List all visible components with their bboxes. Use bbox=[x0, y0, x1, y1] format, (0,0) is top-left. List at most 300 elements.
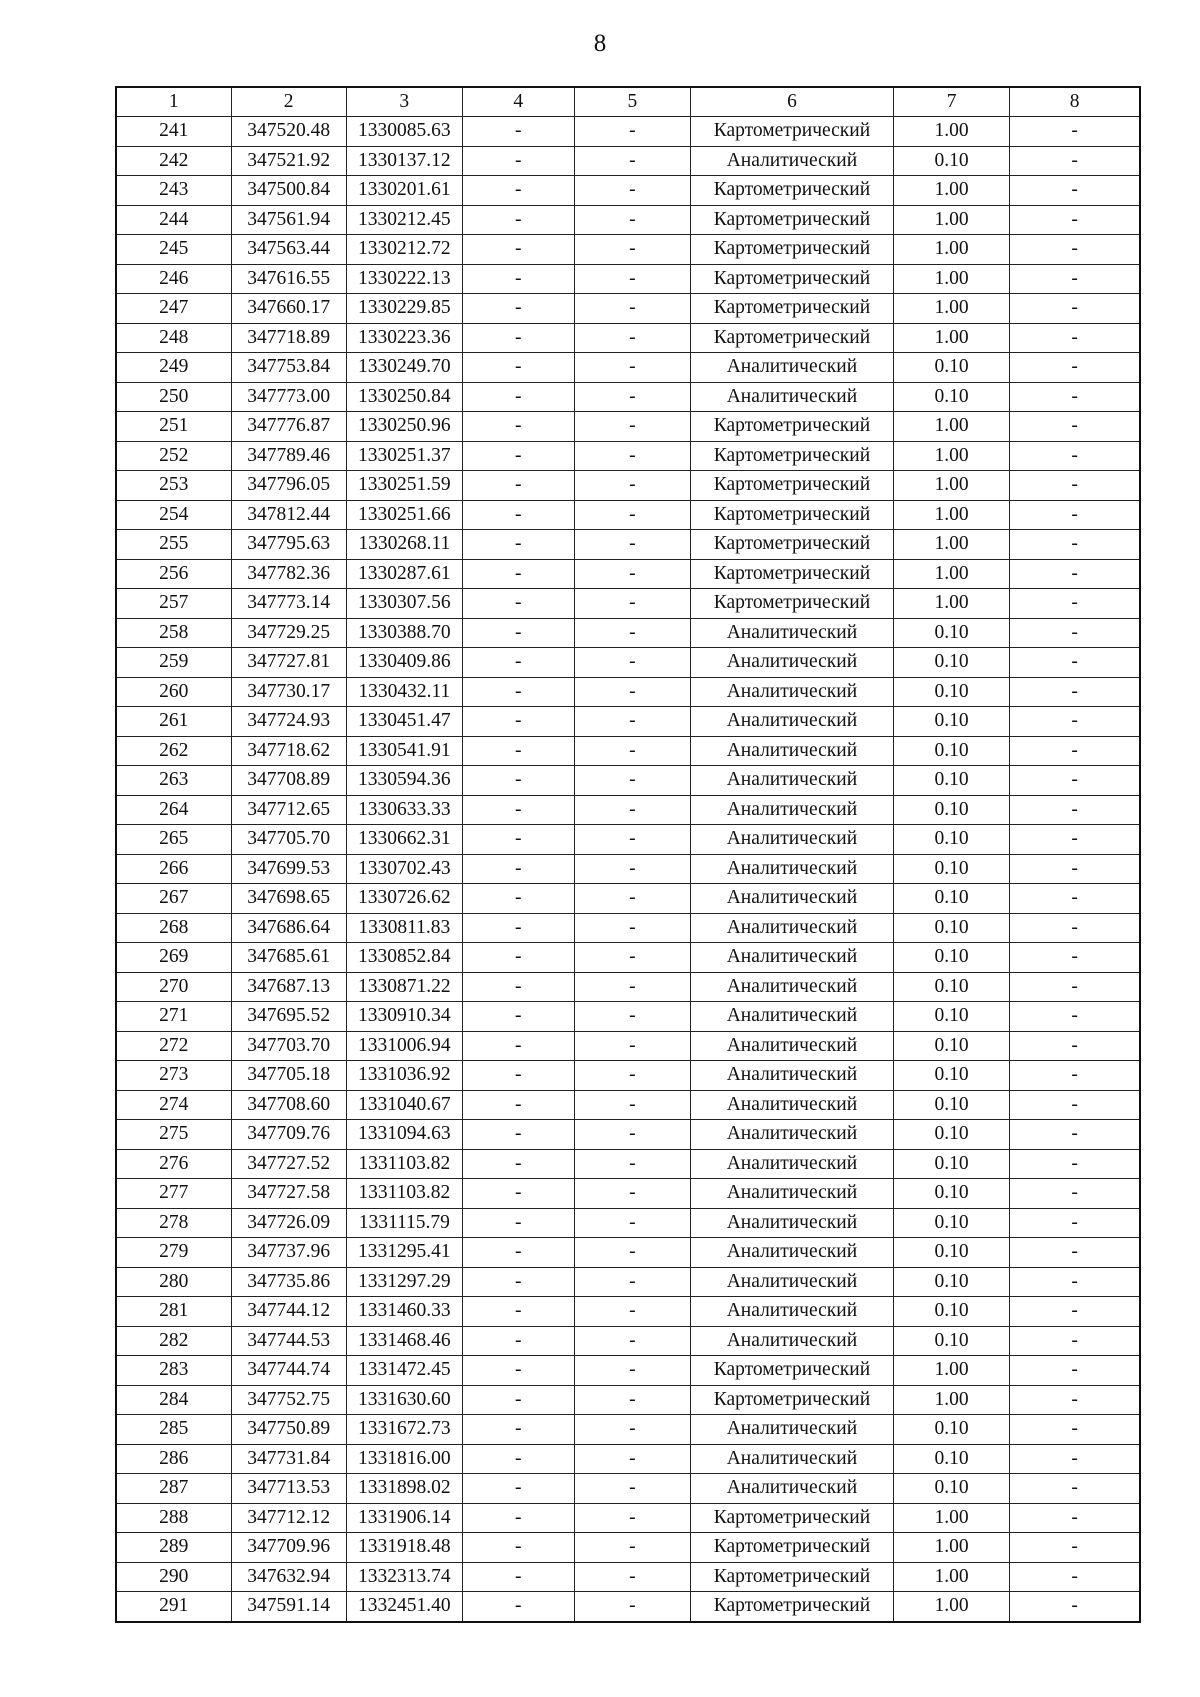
table-cell: 347727.58 bbox=[231, 1179, 346, 1209]
table-cell: - bbox=[574, 1533, 690, 1563]
table-cell: 1330268.11 bbox=[346, 530, 462, 560]
table-cell: Аналитический bbox=[690, 146, 893, 176]
table-row bbox=[116, 1002, 1140, 1032]
table-cell: 347705.18 bbox=[231, 1061, 346, 1091]
table-cell: 1330251.59 bbox=[346, 471, 462, 501]
table-row bbox=[116, 707, 1140, 737]
table-cell: 347699.53 bbox=[231, 854, 346, 884]
table-cell: 0.10 bbox=[893, 648, 1009, 678]
table-cell: - bbox=[462, 264, 574, 294]
table-cell: 347632.94 bbox=[231, 1562, 346, 1592]
table-cell: - bbox=[462, 1297, 574, 1327]
table-cell: 347737.96 bbox=[231, 1238, 346, 1268]
table-cell: Аналитический bbox=[690, 1061, 893, 1091]
table-cell: - bbox=[462, 795, 574, 825]
table-cell: - bbox=[574, 1149, 690, 1179]
table-row bbox=[116, 323, 1140, 353]
table-cell: 1332451.40 bbox=[346, 1592, 462, 1622]
table-cell: 1.00 bbox=[893, 530, 1009, 560]
table-cell: 1330249.70 bbox=[346, 353, 462, 383]
table-cell: Аналитический bbox=[690, 766, 893, 796]
table-cell: - bbox=[574, 1120, 690, 1150]
table-cell: 267 bbox=[116, 884, 231, 914]
table-cell: 347561.94 bbox=[231, 205, 346, 235]
column-header: 1 bbox=[116, 87, 231, 117]
table-cell: 1330432.11 bbox=[346, 677, 462, 707]
table-cell: - bbox=[574, 323, 690, 353]
table-cell: 259 bbox=[116, 648, 231, 678]
table-cell: 0.10 bbox=[893, 884, 1009, 914]
table-cell: - bbox=[1010, 500, 1140, 530]
table-cell: Аналитический bbox=[690, 854, 893, 884]
column-header: 7 bbox=[893, 87, 1009, 117]
table-cell: - bbox=[1010, 1179, 1140, 1209]
table-cell: 1.00 bbox=[893, 559, 1009, 589]
table-cell: - bbox=[574, 412, 690, 442]
table-cell: 1.00 bbox=[893, 1533, 1009, 1563]
table-cell: 1.00 bbox=[893, 500, 1009, 530]
table-cell: 288 bbox=[116, 1503, 231, 1533]
table-row bbox=[116, 294, 1140, 324]
table-row bbox=[116, 1503, 1140, 1533]
table-cell: Картометрический bbox=[690, 117, 893, 147]
table-cell: - bbox=[1010, 441, 1140, 471]
table-cell: - bbox=[462, 1090, 574, 1120]
table-cell: 282 bbox=[116, 1326, 231, 1356]
table-cell: 1330662.31 bbox=[346, 825, 462, 855]
table-cell: 262 bbox=[116, 736, 231, 766]
table-cell: 0.10 bbox=[893, 795, 1009, 825]
coordinates-table bbox=[115, 86, 1141, 1623]
table-cell: - bbox=[574, 1444, 690, 1474]
table-cell: 264 bbox=[116, 795, 231, 825]
table-cell: - bbox=[574, 1326, 690, 1356]
table-cell: 1330250.84 bbox=[346, 382, 462, 412]
table-cell: 347776.87 bbox=[231, 412, 346, 442]
table-cell: Картометрический bbox=[690, 441, 893, 471]
table-cell: 347709.76 bbox=[231, 1120, 346, 1150]
table-cell: - bbox=[462, 1002, 574, 1032]
table-cell: - bbox=[574, 1592, 690, 1622]
table-cell: - bbox=[1010, 677, 1140, 707]
table-cell: - bbox=[1010, 146, 1140, 176]
table-cell: 347718.62 bbox=[231, 736, 346, 766]
table-cell: 347729.25 bbox=[231, 618, 346, 648]
table-cell: 283 bbox=[116, 1356, 231, 1386]
table-cell: - bbox=[574, 1385, 690, 1415]
table-row bbox=[116, 1356, 1140, 1386]
table-cell: 261 bbox=[116, 707, 231, 737]
table-cell: - bbox=[462, 1592, 574, 1622]
table-cell: 347687.13 bbox=[231, 972, 346, 1002]
table-cell: 257 bbox=[116, 589, 231, 619]
table-cell: - bbox=[462, 1356, 574, 1386]
table-cell: 0.10 bbox=[893, 1444, 1009, 1474]
table-cell: 1.00 bbox=[893, 235, 1009, 265]
table-cell: - bbox=[1010, 323, 1140, 353]
table-cell: 347724.93 bbox=[231, 707, 346, 737]
table-cell: 1331036.92 bbox=[346, 1061, 462, 1091]
table-cell: - bbox=[1010, 1503, 1140, 1533]
table-row bbox=[116, 441, 1140, 471]
table-cell: 1.00 bbox=[893, 1592, 1009, 1622]
table-cell: - bbox=[462, 1474, 574, 1504]
table-cell: 276 bbox=[116, 1149, 231, 1179]
table-row bbox=[116, 235, 1140, 265]
table-row bbox=[116, 854, 1140, 884]
table-cell: 347686.64 bbox=[231, 913, 346, 943]
table-cell: - bbox=[1010, 294, 1140, 324]
table-cell: 265 bbox=[116, 825, 231, 855]
table-cell: 347744.74 bbox=[231, 1356, 346, 1386]
table-cell: - bbox=[574, 146, 690, 176]
table-cell: 242 bbox=[116, 146, 231, 176]
table-cell: 250 bbox=[116, 382, 231, 412]
table-row bbox=[116, 736, 1140, 766]
table-row bbox=[116, 382, 1140, 412]
table-cell: 1331295.41 bbox=[346, 1238, 462, 1268]
table-cell: 1.00 bbox=[893, 294, 1009, 324]
table-cell: - bbox=[462, 530, 574, 560]
table-cell: 0.10 bbox=[893, 353, 1009, 383]
table-cell: 0.10 bbox=[893, 618, 1009, 648]
table-cell: 243 bbox=[116, 176, 231, 206]
table-cell: - bbox=[574, 559, 690, 589]
table-cell: 1331115.79 bbox=[346, 1208, 462, 1238]
table-cell: Картометрический bbox=[690, 530, 893, 560]
table-cell: 347753.84 bbox=[231, 353, 346, 383]
table-cell: - bbox=[574, 736, 690, 766]
table-cell: - bbox=[574, 1297, 690, 1327]
table-cell: - bbox=[462, 176, 574, 206]
table-cell: 1332313.74 bbox=[346, 1562, 462, 1592]
table-cell: - bbox=[574, 353, 690, 383]
table-cell: 0.10 bbox=[893, 1474, 1009, 1504]
table-row bbox=[116, 795, 1140, 825]
table-cell: Аналитический bbox=[690, 1031, 893, 1061]
table-cell: 347744.12 bbox=[231, 1297, 346, 1327]
table-cell: - bbox=[574, 766, 690, 796]
table-cell: Аналитический bbox=[690, 1297, 893, 1327]
table-cell: - bbox=[462, 648, 574, 678]
table-cell: Аналитический bbox=[690, 1326, 893, 1356]
table-cell: Аналитический bbox=[690, 648, 893, 678]
table-cell: 258 bbox=[116, 618, 231, 648]
table-cell: - bbox=[462, 353, 574, 383]
table-cell: - bbox=[574, 441, 690, 471]
table-cell: 347752.75 bbox=[231, 1385, 346, 1415]
table-header-row bbox=[116, 87, 1140, 117]
table-cell: 291 bbox=[116, 1592, 231, 1622]
table-cell: - bbox=[574, 1562, 690, 1592]
table-cell: 277 bbox=[116, 1179, 231, 1209]
table-cell: 1331816.00 bbox=[346, 1444, 462, 1474]
table-cell: - bbox=[574, 1031, 690, 1061]
table-row bbox=[116, 1444, 1140, 1474]
page-number: 8 bbox=[593, 30, 607, 57]
table-cell: - bbox=[462, 412, 574, 442]
table-cell: 1330287.61 bbox=[346, 559, 462, 589]
table-cell: 1330702.43 bbox=[346, 854, 462, 884]
table-cell: 1331297.29 bbox=[346, 1267, 462, 1297]
table-cell: Картометрический bbox=[690, 1385, 893, 1415]
table-cell: Аналитический bbox=[690, 1444, 893, 1474]
table-row bbox=[116, 205, 1140, 235]
table-cell: - bbox=[462, 1031, 574, 1061]
table-cell: - bbox=[1010, 412, 1140, 442]
table-cell: 347744.53 bbox=[231, 1326, 346, 1356]
table-cell: 1331906.14 bbox=[346, 1503, 462, 1533]
table-cell: - bbox=[1010, 1297, 1140, 1327]
table-cell: 0.10 bbox=[893, 1061, 1009, 1091]
table-cell: 347521.92 bbox=[231, 146, 346, 176]
table-cell: 1330307.56 bbox=[346, 589, 462, 619]
table-row bbox=[116, 1120, 1140, 1150]
table-cell: 0.10 bbox=[893, 146, 1009, 176]
table-cell: - bbox=[462, 736, 574, 766]
table-cell: - bbox=[462, 471, 574, 501]
table-row bbox=[116, 884, 1140, 914]
table-cell: 0.10 bbox=[893, 1267, 1009, 1297]
table-cell: 347773.00 bbox=[231, 382, 346, 412]
table-cell: - bbox=[1010, 1002, 1140, 1032]
table-cell: - bbox=[462, 1238, 574, 1268]
table-cell: 1330633.33 bbox=[346, 795, 462, 825]
table-row bbox=[116, 353, 1140, 383]
table-cell: - bbox=[1010, 1326, 1140, 1356]
table-cell: 1.00 bbox=[893, 323, 1009, 353]
table-cell: Аналитический bbox=[690, 1208, 893, 1238]
table-row bbox=[116, 1061, 1140, 1091]
table-cell: Картометрический bbox=[690, 1356, 893, 1386]
table-cell: 1331468.46 bbox=[346, 1326, 462, 1356]
column-header: 2 bbox=[231, 87, 346, 117]
table-cell: - bbox=[574, 825, 690, 855]
table-cell: 0.10 bbox=[893, 972, 1009, 1002]
table-cell: - bbox=[462, 618, 574, 648]
table-row bbox=[116, 766, 1140, 796]
table-cell: 1330222.13 bbox=[346, 264, 462, 294]
table-cell: Картометрический bbox=[690, 1503, 893, 1533]
table-cell: - bbox=[574, 707, 690, 737]
table-row bbox=[116, 618, 1140, 648]
table-cell: 272 bbox=[116, 1031, 231, 1061]
table-cell: Картометрический bbox=[690, 559, 893, 589]
table-cell: - bbox=[574, 117, 690, 147]
table-cell: - bbox=[462, 441, 574, 471]
table-row bbox=[116, 677, 1140, 707]
table-cell: 1.00 bbox=[893, 117, 1009, 147]
table-cell: 246 bbox=[116, 264, 231, 294]
table-cell: Картометрический bbox=[690, 235, 893, 265]
table-cell: 347712.65 bbox=[231, 795, 346, 825]
table-cell: Аналитический bbox=[690, 677, 893, 707]
table-cell: - bbox=[1010, 1533, 1140, 1563]
table-row bbox=[116, 1267, 1140, 1297]
table-cell: Картометрический bbox=[690, 323, 893, 353]
table-cell: 245 bbox=[116, 235, 231, 265]
table-cell: - bbox=[462, 1120, 574, 1150]
table-cell: - bbox=[574, 677, 690, 707]
table-cell: 1.00 bbox=[893, 205, 1009, 235]
table-cell: 1330212.45 bbox=[346, 205, 462, 235]
table-cell: 284 bbox=[116, 1385, 231, 1415]
table-cell: - bbox=[1010, 530, 1140, 560]
table-cell: - bbox=[574, 1474, 690, 1504]
table-cell: - bbox=[574, 1238, 690, 1268]
table-cell: - bbox=[462, 205, 574, 235]
table-cell: 1.00 bbox=[893, 1503, 1009, 1533]
table-cell: - bbox=[574, 648, 690, 678]
table-cell: 347713.53 bbox=[231, 1474, 346, 1504]
table-cell: 347730.17 bbox=[231, 677, 346, 707]
table-cell: 347712.12 bbox=[231, 1503, 346, 1533]
table-cell: - bbox=[574, 1208, 690, 1238]
table-cell: 1330201.61 bbox=[346, 176, 462, 206]
table-row bbox=[116, 264, 1140, 294]
table-cell: 0.10 bbox=[893, 1149, 1009, 1179]
table-cell: 279 bbox=[116, 1238, 231, 1268]
table-cell: 1.00 bbox=[893, 1562, 1009, 1592]
table-cell: 0.10 bbox=[893, 854, 1009, 884]
table-cell: - bbox=[462, 382, 574, 412]
table-row bbox=[116, 913, 1140, 943]
table-cell: 1330229.85 bbox=[346, 294, 462, 324]
table-row bbox=[116, 471, 1140, 501]
table-cell: 270 bbox=[116, 972, 231, 1002]
table-cell: 0.10 bbox=[893, 1238, 1009, 1268]
table-row bbox=[116, 648, 1140, 678]
table-cell: - bbox=[462, 117, 574, 147]
table-cell: 249 bbox=[116, 353, 231, 383]
table-row bbox=[116, 500, 1140, 530]
table-cell: - bbox=[574, 972, 690, 1002]
table-cell: 1330223.36 bbox=[346, 323, 462, 353]
table-cell: - bbox=[1010, 1238, 1140, 1268]
table-cell: - bbox=[574, 205, 690, 235]
table-cell: - bbox=[1010, 382, 1140, 412]
table-cell: - bbox=[574, 618, 690, 648]
table-cell: 347616.55 bbox=[231, 264, 346, 294]
table-cell: - bbox=[462, 1385, 574, 1415]
table-cell: - bbox=[574, 471, 690, 501]
table-cell: - bbox=[1010, 736, 1140, 766]
table-cell: - bbox=[462, 235, 574, 265]
table-cell: Картометрический bbox=[690, 589, 893, 619]
table-row bbox=[116, 1090, 1140, 1120]
table-cell: 1330594.36 bbox=[346, 766, 462, 796]
table-cell: 1331103.82 bbox=[346, 1179, 462, 1209]
table-cell: Аналитический bbox=[690, 1149, 893, 1179]
table-cell: 241 bbox=[116, 117, 231, 147]
table-row bbox=[116, 1238, 1140, 1268]
table-cell: 0.10 bbox=[893, 707, 1009, 737]
table-cell: - bbox=[1010, 943, 1140, 973]
table-cell: 1330541.91 bbox=[346, 736, 462, 766]
table-cell: - bbox=[1010, 854, 1140, 884]
table-cell: - bbox=[1010, 176, 1140, 206]
table-cell: Картометрический bbox=[690, 1533, 893, 1563]
table-cell: - bbox=[462, 913, 574, 943]
table-cell: 1.00 bbox=[893, 412, 1009, 442]
column-header: 4 bbox=[462, 87, 574, 117]
table-cell: - bbox=[462, 1179, 574, 1209]
table-cell: Аналитический bbox=[690, 1120, 893, 1150]
table-cell: - bbox=[1010, 1267, 1140, 1297]
table-cell: 347708.60 bbox=[231, 1090, 346, 1120]
table-cell: 260 bbox=[116, 677, 231, 707]
table-cell: - bbox=[1010, 707, 1140, 737]
table-cell: 1331460.33 bbox=[346, 1297, 462, 1327]
table-cell: - bbox=[574, 500, 690, 530]
table-cell: 0.10 bbox=[893, 736, 1009, 766]
table-cell: 271 bbox=[116, 1002, 231, 1032]
table-row bbox=[116, 117, 1140, 147]
table-cell: Картометрический bbox=[690, 1592, 893, 1622]
table-row bbox=[116, 1326, 1140, 1356]
table-cell: - bbox=[574, 1090, 690, 1120]
table-cell: 268 bbox=[116, 913, 231, 943]
table-cell: 1.00 bbox=[893, 589, 1009, 619]
table-cell: Аналитический bbox=[690, 943, 893, 973]
table-row bbox=[116, 1179, 1140, 1209]
table-cell: - bbox=[574, 1415, 690, 1445]
table-cell: Аналитический bbox=[690, 884, 893, 914]
table-cell: - bbox=[574, 530, 690, 560]
table-cell: Аналитический bbox=[690, 1474, 893, 1504]
table-cell: 0.10 bbox=[893, 913, 1009, 943]
table-cell: - bbox=[462, 677, 574, 707]
table-cell: - bbox=[574, 1002, 690, 1032]
table-row bbox=[116, 1592, 1140, 1622]
table-cell: 273 bbox=[116, 1061, 231, 1091]
table-cell: 0.10 bbox=[893, 1297, 1009, 1327]
table-cell: - bbox=[462, 766, 574, 796]
table-cell: 251 bbox=[116, 412, 231, 442]
table-cell: Аналитический bbox=[690, 825, 893, 855]
table-cell: 269 bbox=[116, 943, 231, 973]
table-cell: 1331040.67 bbox=[346, 1090, 462, 1120]
table-cell: 248 bbox=[116, 323, 231, 353]
table-row bbox=[116, 146, 1140, 176]
table-row bbox=[116, 589, 1140, 619]
table-cell: - bbox=[1010, 1061, 1140, 1091]
table-cell: 1.00 bbox=[893, 1356, 1009, 1386]
table-cell: - bbox=[462, 1533, 574, 1563]
table-cell: 1331094.63 bbox=[346, 1120, 462, 1150]
table-cell: - bbox=[462, 854, 574, 884]
table-cell: - bbox=[1010, 795, 1140, 825]
table-cell: 347685.61 bbox=[231, 943, 346, 973]
table-cell: - bbox=[574, 884, 690, 914]
table-cell: Картометрический bbox=[690, 294, 893, 324]
table-cell: 347698.65 bbox=[231, 884, 346, 914]
table-cell: 1330871.22 bbox=[346, 972, 462, 1002]
table-cell: 347735.86 bbox=[231, 1267, 346, 1297]
table-cell: - bbox=[1010, 766, 1140, 796]
table-cell: 1330250.96 bbox=[346, 412, 462, 442]
table-cell: 256 bbox=[116, 559, 231, 589]
table-cell: 347708.89 bbox=[231, 766, 346, 796]
table-cell: 347727.81 bbox=[231, 648, 346, 678]
table-cell: 347591.14 bbox=[231, 1592, 346, 1622]
table-cell: 347718.89 bbox=[231, 323, 346, 353]
table-cell: 244 bbox=[116, 205, 231, 235]
table-cell: 1330910.34 bbox=[346, 1002, 462, 1032]
table-row bbox=[116, 943, 1140, 973]
table-row bbox=[116, 1031, 1140, 1061]
table-cell: Картометрический bbox=[690, 471, 893, 501]
